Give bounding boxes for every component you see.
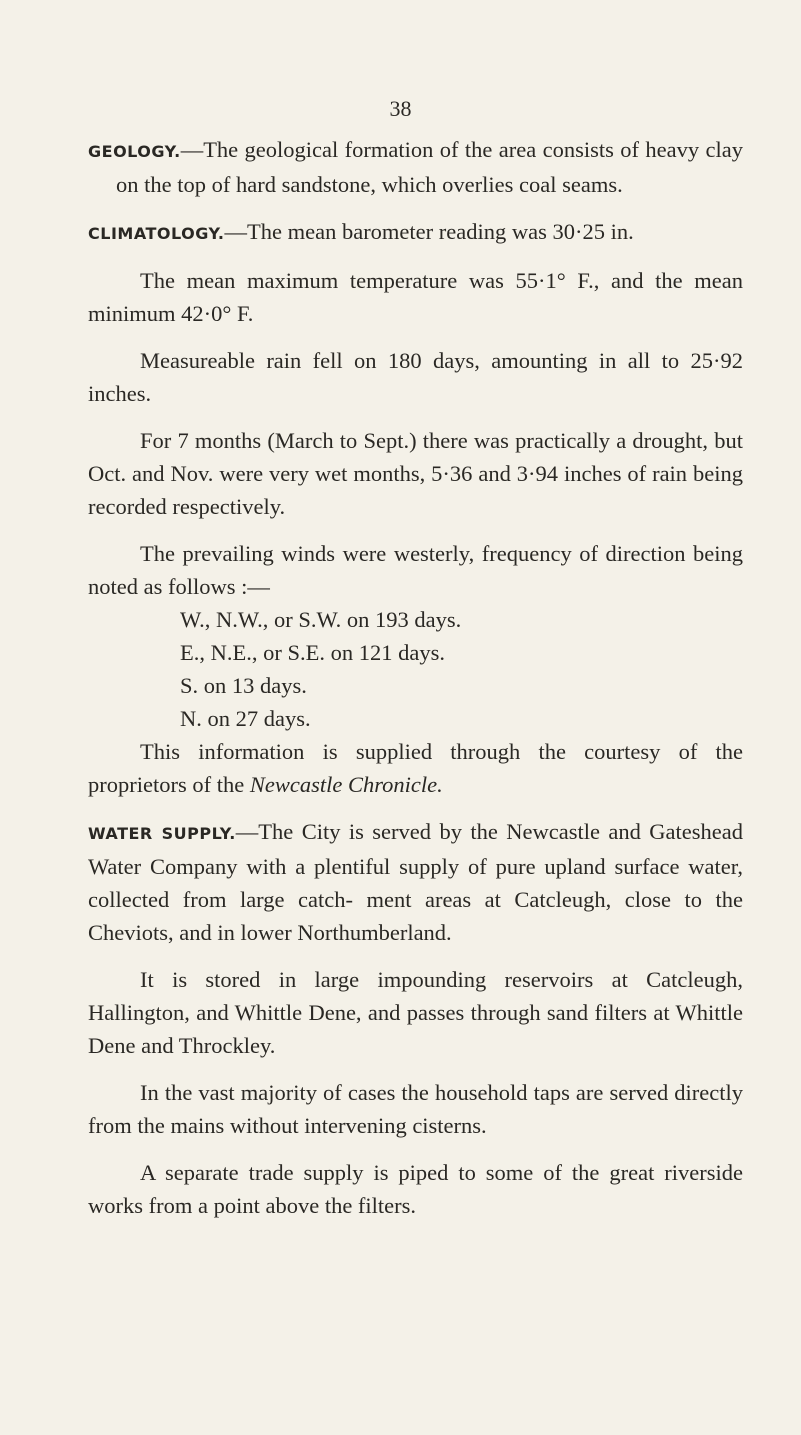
geology-text: —The geological formation of the area consists of heavy clay on the top of hard sandstone, which overlies coal seams. [116,137,743,197]
climatology-lead [88,215,743,250]
geology-section [88,133,743,201]
list-item: W., N.W., or S.W. on 193 days. [180,607,462,632]
water-supply-lead [88,815,743,949]
temperature-paragraph: The mean maximum temperature was 55·1° F., and the mean minimum 42·0° F. [88,268,743,326]
trade-supply-paragraph: A separate trade supply is piped to some of the great riverside works from a point above the filters. [88,1160,743,1218]
drought-paragraph: For 7 months (March to Sept.) there was practically a drought, but Oct. and Nov. were very wet months, 5·36 and 3·94 inches of rain being recorded respectively. [88,428,743,519]
reservoirs-paragraph: It is stored in large impounding reservoirs at Catcleugh, Hallington, and Whittle Dene, and passes through sand filters at Whittle Dene and Throckley. [88,967,743,1058]
water-supply-heading: WATER SUPPLY. [88,824,236,843]
geology-heading: GEOLOGY. [88,142,181,161]
courtesy-paragraph [88,735,743,801]
list-item: N. on 27 days. [180,706,311,731]
climatology-heading: CLIMATOLOGY. [88,224,225,243]
list-item: E., N.E., or S.E. on 121 days. [180,640,445,665]
list-item: S. on 13 days. [180,673,307,698]
courtesy-text: This information is supplied through the courtesy of the proprietors of the [88,739,743,797]
climatology-text: —The mean barometer reading was 30·25 in. [224,219,634,244]
page-body [88,133,743,1222]
water-supply-text: —The City is served by the Newcastle and Gateshead Water Company with a plentiful supply of pure upland surface water, collected from large catch- ment areas at Catcleugh, close to the Cheviots, and in lower Northumberland. [88,819,743,945]
rainfall-paragraph: Measureable rain fell on 180 days, amounting in all to 25·92 inches. [88,348,743,406]
winds-list [88,603,743,735]
page-number: 38 [389,96,412,121]
taps-paragraph: In the vast majority of cases the household taps are served directly from the mains without intervening cisterns. [88,1080,743,1138]
winds-paragraph: The prevailing winds were westerly, frequency of direction being noted as follows :— [88,541,743,599]
courtesy-source: Newcastle Chronicle. [249,772,443,797]
